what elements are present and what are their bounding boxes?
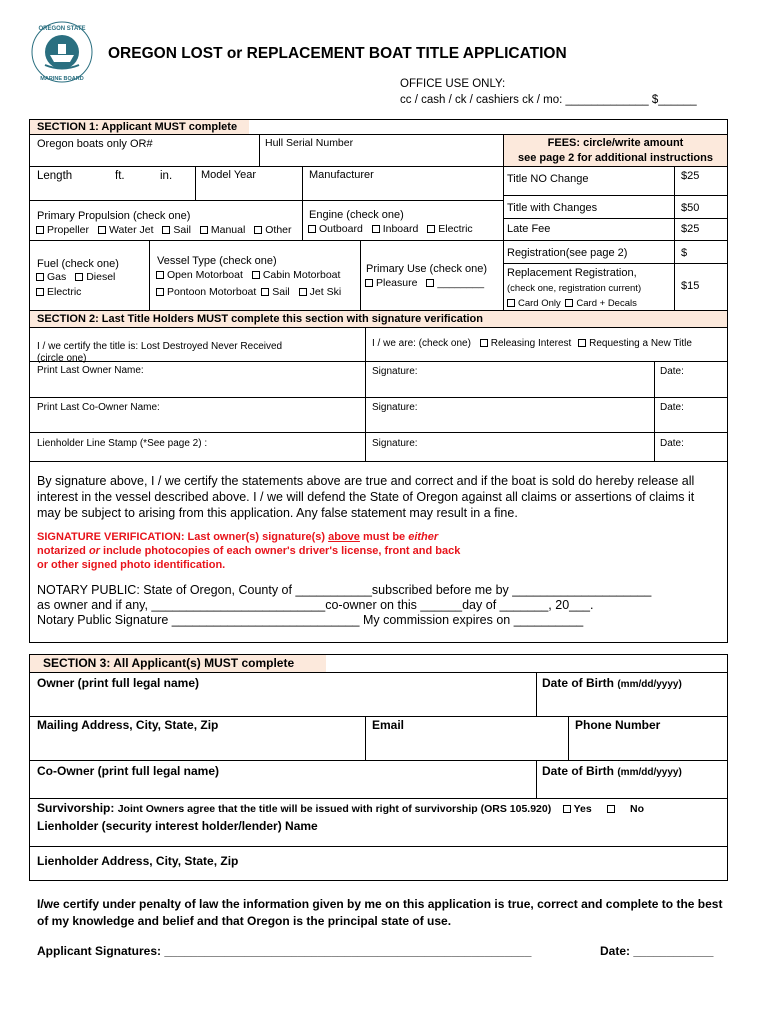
section-1-heading: SECTION 1: Applicant MUST complete — [37, 121, 238, 133]
propulsion-options — [34, 224, 292, 237]
propulsion-label: Primary Propulsion (check one) — [37, 210, 191, 222]
engine-label: Engine (check one) — [309, 209, 404, 221]
lienholder-date-field[interactable]: Date: — [660, 438, 684, 449]
card-options — [505, 297, 637, 310]
electric-fuel-checkbox[interactable] — [36, 288, 44, 296]
manual-label: Manual — [210, 224, 246, 236]
fee-label-registration: Registration(see page 2) — [507, 247, 628, 259]
lienholder-stamp-field[interactable]: Lienholder Line Stamp (*See page 2) : — [37, 438, 208, 449]
requesting-new-title-checkbox[interactable] — [578, 339, 586, 347]
water-jet-label: Water Jet — [108, 224, 154, 236]
model-year-label: Model Year — [201, 169, 257, 181]
final-certification: I/we certify under penalty of law the information given by me on this application is true, correct and complete to the best of my knowledge and belief and that Oregon is the principal state of use. — [37, 897, 723, 928]
we-are-label: I / we are: (check one) — [372, 338, 471, 349]
length-label: Length — [37, 170, 73, 182]
fee-label-late-fee: Late Fee — [507, 223, 551, 235]
card-only-checkbox[interactable] — [507, 299, 515, 307]
cabin-motorboat-label: Cabin Motorboat — [262, 269, 341, 281]
pontoon-checkbox[interactable] — [156, 288, 164, 296]
office-use-label: OFFICE USE ONLY: — [400, 78, 506, 90]
svg-text:MARINE BOARD: MARINE BOARD — [40, 76, 84, 82]
email-field[interactable]: Email — [372, 718, 405, 732]
phone-field[interactable]: Phone Number — [575, 718, 661, 732]
last-coowner-date-field[interactable]: Date: — [660, 402, 684, 413]
primary-use-options — [363, 277, 484, 290]
fuel-label: Fuel (check one) — [37, 258, 119, 270]
last-owner-date-field[interactable]: Date: — [660, 366, 684, 377]
circle-one-note: (circle one) — [37, 353, 87, 364]
vessel-sail-label: Sail — [272, 286, 290, 298]
pleasure-checkbox[interactable] — [365, 279, 373, 287]
sail-label: Sail — [173, 224, 191, 236]
fee-amount-title-no-change: $25 — [681, 170, 700, 182]
manufacturer-label: Manufacturer — [309, 169, 374, 181]
payment-line: cc / cash / ck / cashiers ck / mo: _____________ $______ — [400, 94, 697, 106]
office-use-block — [400, 76, 697, 108]
fee-amount-replacement-registration: $15 — [681, 280, 700, 292]
jet-ski-label: Jet Ski — [309, 286, 342, 298]
propeller-label: Propeller — [47, 224, 90, 236]
fee-label-title-no-change: Title NO Change — [507, 173, 589, 185]
replacement-note: (check one, registration current) — [507, 283, 642, 294]
other-checkbox[interactable] — [254, 226, 262, 234]
vessel-type-label: Vessel Type (check one) — [157, 255, 277, 267]
applicant-signatures-line[interactable]: Applicant Signatures: _______________________________________________________ — [37, 944, 532, 958]
manual-checkbox[interactable] — [200, 226, 208, 234]
card-decals-label: Card + Decals — [576, 298, 637, 309]
owner-dob-field[interactable]: Date of Birth (mm/dd/yyyy) — [542, 676, 682, 690]
gas-checkbox[interactable] — [36, 273, 44, 281]
survivorship-text: Joint Owners agree that the title will be issued with right of survivorship (ORS 105.920) — [117, 803, 552, 815]
inboard-label: Inboard — [382, 223, 419, 235]
notary-line-2: as owner and if any, _________________________co-owner on this ______day of _______, 20___. — [37, 598, 594, 612]
last-coowner-name-field[interactable]: Print Last Co-Owner Name: — [37, 402, 160, 413]
card-decals-checkbox[interactable] — [565, 299, 573, 307]
releasing-interest-checkbox[interactable] — [480, 339, 488, 347]
fuel-options-row2 — [34, 286, 81, 299]
vessel-options-row1 — [154, 269, 340, 282]
signature-verification-note: SIGNATURE VERIFICATION: Last owner(s) signature(s) above must be either notarized or include photocopies of each owner's driver's license, front and back or other signed photo identification. — [37, 531, 461, 571]
fee-label-replacement-registration: Replacement Registration, — [507, 267, 637, 279]
lienholder-name-field[interactable]: Lienholder (security interest holder/lender) Name — [37, 819, 318, 833]
fees-subheading: see page 2 for additional instructions — [518, 152, 713, 164]
inboard-checkbox[interactable] — [372, 225, 380, 233]
fee-amount-late-fee: $25 — [681, 223, 700, 235]
propeller-checkbox[interactable] — [36, 226, 44, 234]
we-are-options — [372, 337, 692, 350]
gas-label: Gas — [47, 271, 67, 283]
section-3-heading: SECTION 3: All Applicant(s) MUST complete — [43, 656, 295, 670]
sail-checkbox[interactable] — [162, 226, 170, 234]
diesel-checkbox[interactable] — [75, 273, 83, 281]
fee-amount-title-with-changes: $50 — [681, 202, 700, 214]
fee-label-title-with-changes: Title with Changes — [507, 202, 598, 214]
outboard-label: Outboard — [319, 223, 363, 235]
outboard-checkbox[interactable] — [308, 225, 316, 233]
other-label: Other — [265, 224, 292, 236]
section-2-heading: SECTION 2: Last Title Holders MUST complete this section with signature verification — [37, 313, 483, 325]
coowner-dob-field[interactable]: Date of Birth (mm/dd/yyyy) — [542, 764, 682, 778]
notary-block — [37, 583, 651, 628]
electric-engine-checkbox[interactable] — [427, 225, 435, 233]
lienholder-signature-field[interactable]: Signature: — [372, 438, 418, 449]
last-owner-name-field[interactable]: Print Last Owner Name: — [37, 365, 144, 376]
fees-heading: FEES: circle/write amount — [547, 137, 684, 149]
feet-label: ft. — [115, 170, 125, 182]
applicant-date-line[interactable]: Date: ____________ — [600, 944, 714, 958]
mailing-address-field[interactable]: Mailing Address, City, State, Zip — [37, 718, 219, 732]
fuel-options-row1 — [34, 271, 115, 284]
pontoon-label: Pontoon Motorboat — [167, 286, 257, 298]
engine-options — [306, 223, 473, 236]
title-status-certify: I / we certify the title is: Lost Destroyed Never Received — [37, 341, 283, 352]
requesting-new-title-label: Requesting a New Title — [589, 338, 692, 349]
survivorship-label: Survivorship: — [37, 801, 115, 815]
survivorship-yes-label: Yes — [573, 803, 592, 815]
pleasure-label: Pleasure — [376, 277, 418, 289]
electric-engine-label: Electric — [438, 223, 473, 235]
other-use-blank: ________ — [437, 277, 485, 289]
oregon-number-label: Oregon boats only OR# — [37, 138, 153, 150]
releasing-interest-label: Releasing Interest — [490, 338, 572, 349]
form-title: OREGON LOST or REPLACEMENT BOAT TITLE APPLICATION — [108, 45, 567, 62]
notary-line-1: NOTARY PUBLIC: State of Oregon, County of ___________subscribed before me by ____________________ — [37, 583, 652, 597]
open-motorboat-label: Open Motorboat — [167, 269, 243, 281]
cabin-motorboat-checkbox[interactable] — [252, 271, 260, 279]
inches-label: in. — [160, 170, 173, 182]
diesel-label: Diesel — [86, 271, 116, 283]
oregon-marine-board-logo — [30, 20, 94, 84]
jet-ski-checkbox[interactable] — [299, 288, 307, 296]
card-only-label: Card Only — [518, 298, 561, 309]
open-motorboat-checkbox[interactable] — [156, 271, 164, 279]
lienholder-address-field[interactable]: Lienholder Address, City, State, Zip — [37, 854, 239, 868]
coowner-name-field[interactable]: Co-Owner (print full legal name) — [37, 764, 220, 778]
last-coowner-signature-field[interactable]: Signature: — [372, 402, 418, 413]
survivorship-no-label: No — [630, 803, 645, 815]
vessel-sail-checkbox[interactable] — [261, 288, 269, 296]
electric-fuel-label: Electric — [47, 286, 82, 298]
release-statement: By signature above, I / we certify the statements above are true and correct and if the boat is sold do hereby release all interest in the vessel described above. I / we will defend the State of Oregon against all claims or assertions of claims it may be subject to arising from this application. Any false statement may result in a fine. — [37, 474, 695, 520]
other-use-checkbox[interactable] — [426, 279, 434, 287]
notary-line-3: Notary Public Signature ___________________________ My commission expires on __________ — [37, 613, 584, 627]
hull-serial-label: Hull Serial Number — [265, 137, 354, 149]
primary-use-label: Primary Use (check one) — [366, 263, 488, 275]
last-owner-signature-field[interactable]: Signature: — [372, 366, 418, 377]
survivorship-yes-checkbox[interactable] — [563, 805, 571, 813]
fee-amount-registration: $ — [681, 247, 688, 259]
owner-name-field[interactable]: Owner (print full legal name) — [37, 676, 200, 690]
survivorship-row — [37, 801, 644, 817]
svg-text:OREGON STATE: OREGON STATE — [38, 26, 86, 32]
water-jet-checkbox[interactable] — [98, 226, 106, 234]
survivorship-no-checkbox[interactable] — [607, 805, 615, 813]
vessel-options-row2 — [154, 286, 341, 299]
